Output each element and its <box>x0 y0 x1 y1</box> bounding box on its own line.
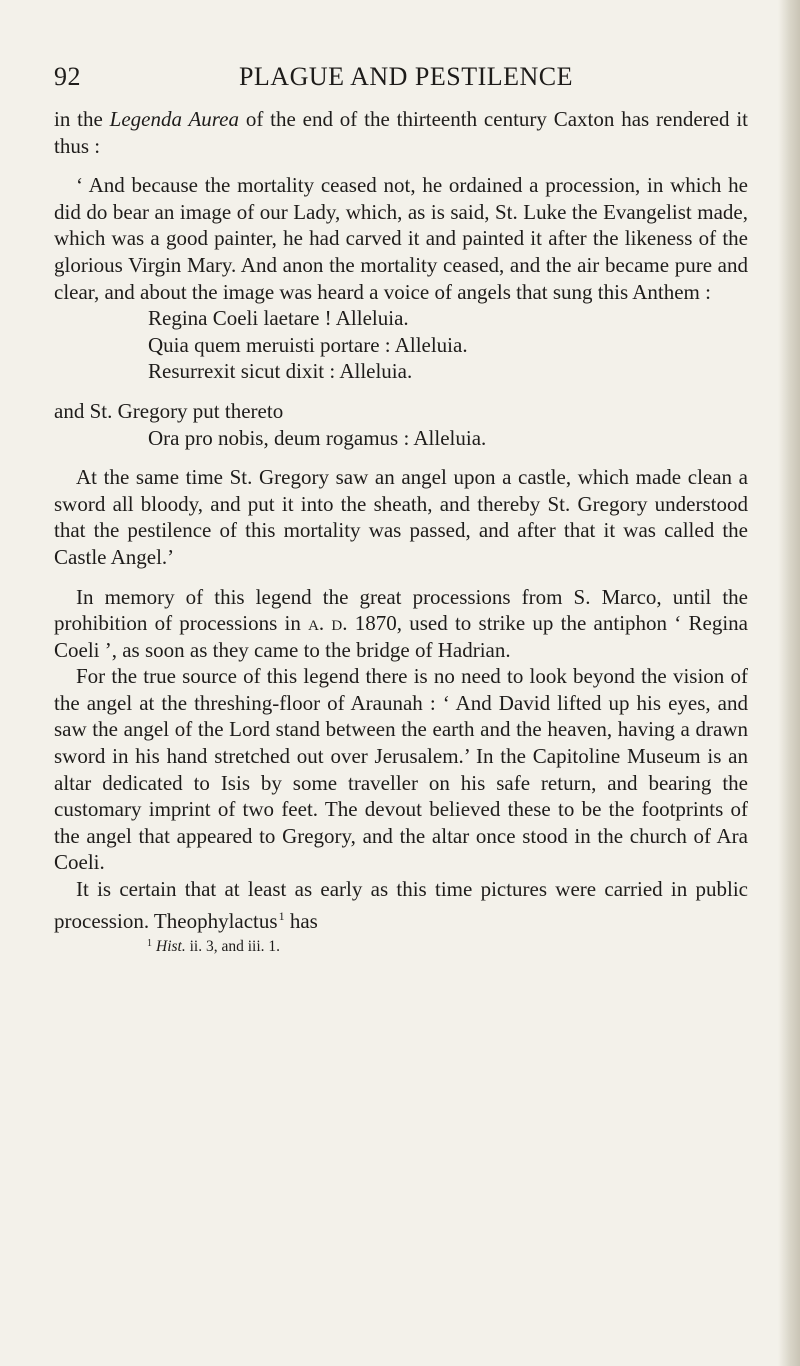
page-number: 92 <box>54 62 81 91</box>
text-fragment: It is certain that at least as early as this time pictures were carried in public procession. Theophylactus <box>54 877 748 933</box>
footnote-marker: 1 <box>147 938 152 950</box>
paragraph-gregory-addition: and St. Gregory put thereto <box>54 398 284 423</box>
footnote-source-italic: Hist. <box>156 938 186 956</box>
page-edge-shadow <box>778 0 800 1366</box>
verse-line: Quia quem meruisti portare : Alleluia. <box>148 332 468 357</box>
text-fragment: 1870, used to strike up the antiphon ‘ Regina Coeli ’, as soon as they came to the bridge of Hadrian. <box>54 611 748 662</box>
paragraph-processions <box>54 584 748 664</box>
footnote-reference[interactable]: 1 <box>278 908 285 923</box>
book-page <box>54 62 748 957</box>
text-fragment: has <box>284 908 318 933</box>
running-head <box>54 62 748 106</box>
prayer-verse <box>54 425 748 452</box>
book-title-italic: Legenda Aurea <box>109 107 239 131</box>
text-fragment: In memory of this legend the great processions from S. Marco, until the prohibition of processions in <box>54 584 748 636</box>
running-title: PLAGUE AND PESTILENCE <box>238 62 574 91</box>
paragraph-castle-angel: At the same time St. Gregory saw an angel upon a castle, which made clean a sword all bloody, and put it into the sheath, and thereby St. Gregory understood that the pestilence of this mortality was passed, and after that it was called the Castle Angel.’ <box>54 465 748 569</box>
verse-line: Ora pro nobis, deum rogamus : Alleluia. <box>148 425 487 450</box>
verse-line: Resurrexit sicut dixit : Alleluia. <box>148 359 413 384</box>
paragraph-intro <box>54 106 748 159</box>
text-fragment: in the <box>54 107 110 131</box>
verse-line: Regina Coeli laetare ! Alleluia. <box>148 306 409 331</box>
footnote-text: ii. 3, and iii. 1. <box>185 938 281 956</box>
paragraph-araunah: For the true source of this legend there is no need to look beyond the vision of the angel at the threshing-floor of Araunah : ‘ And David lifted up his eyes, and saw the angel of the Lord stand between the earth and the heaven, having a drawn sword in his hand stretched out over Jerusalem.’ In the Capitoline Museum is an altar dedicated to Isis by some traveller on his safe return, and bearing the customary imprint of two feet. The devout believed these to be the footprints of the angel that appeared to Gregory, and the altar once stood in the church of Ara Coeli. <box>54 664 748 875</box>
era-abbreviation: a. d. <box>308 611 348 636</box>
paragraph-pictures <box>54 876 748 934</box>
anthem-verse <box>54 305 748 385</box>
text-fragment: of the end of the thirteenth century Caxton has rendered it thus : <box>54 107 749 158</box>
paragraph-caxton-quote: ‘ And because the mortality ceased not, he ordained a procession, in which he did do bear an image of our Lady, which, as is said, St. Luke the Evangelist made, which was a good painter, he had carved it and painted it after the likeness of the glorious Virgin Mary. And anon the mortality ceased, and the air became pure and clear, and about the image was heard a voice of angels that sung this Anthem : <box>54 173 748 304</box>
footnote <box>54 934 748 957</box>
